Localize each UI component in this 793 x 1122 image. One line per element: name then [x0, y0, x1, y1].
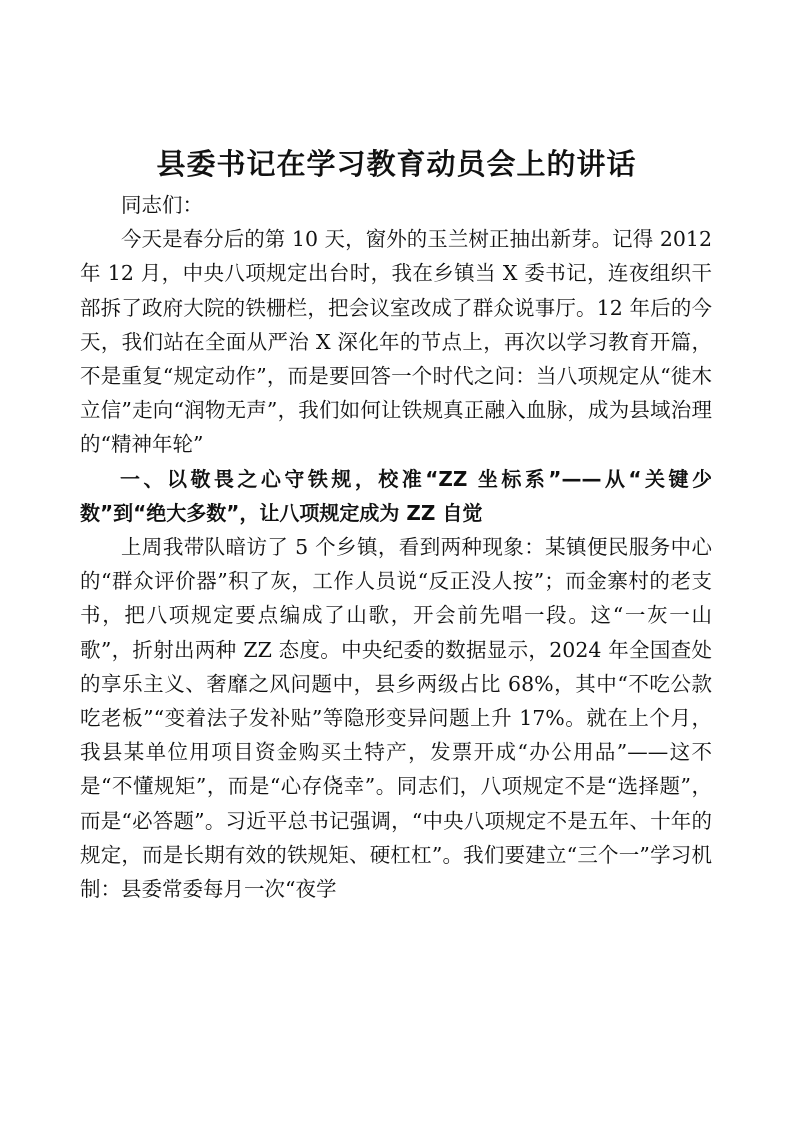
- paragraph-intro: 今天是春分后的第 10 天，窗外的玉兰树正抽出新芽。记得 2012 年 12 月，中央八项规定出台时，我在乡镇当 X 委书记，连夜组织干部拆了政府大院的铁栅栏，把会议室改成了群众说事厅。12 年后的今天，我们站在全面从严治 X 深化年的节点上，再次以学习教育开篇，不是重复“规定动作”，而是要回答一个时代之问：当八项规定从“徙木立信”走向“润物无声”，我们如何让铁规真正融入血脉，成为县域治理的“精神年轮”: [80, 227, 712, 457]
- paragraph-section-one: 上周我带队暗访了 5 个乡镇，看到两种现象：某镇便民服务中心的“群众评价器”积了灰，工作人员说“反正没人按”；而金寨村的老支书，把八项规定要点编成了山歌，开会前先唱一段。这“一灰一山歌”，折射出两种 ZZ 态度。中央纪委的数据显示，2024 年全国查处的享乐主义、奢靡之风问题中，县乡两级占比 68%，其中“不吃公款吃老板”“变着法子发补贴”等隐形变异问题上升 17%。就在上个月，我县某单位用项目资金购买土特产，发票开成“办公用品”——这不是“不懂规矩”，而是“心存侥幸”。同志们，八项规定不是“选择题”，而是“必答题”。习近平总书记强调，“中央八项规定不是五年、十年的规定，而是长期有效的铁规矩、硬杠杠”。我们要建立“三个一”学习机制：县委常委每月一次“夜学: [80, 535, 712, 902]
- salutation: 同志们：: [121, 193, 203, 217]
- document-body: [80, 188, 712, 906]
- section-heading: 一、以敬畏之心守铁规，校准“ZZ 坐标系”——从“关键少数”到“绝大多数”，让八项规定成为 ZZ 自觉: [80, 466, 712, 525]
- document-title: 县委书记在学习教育动员会上的讲话: [156, 147, 637, 181]
